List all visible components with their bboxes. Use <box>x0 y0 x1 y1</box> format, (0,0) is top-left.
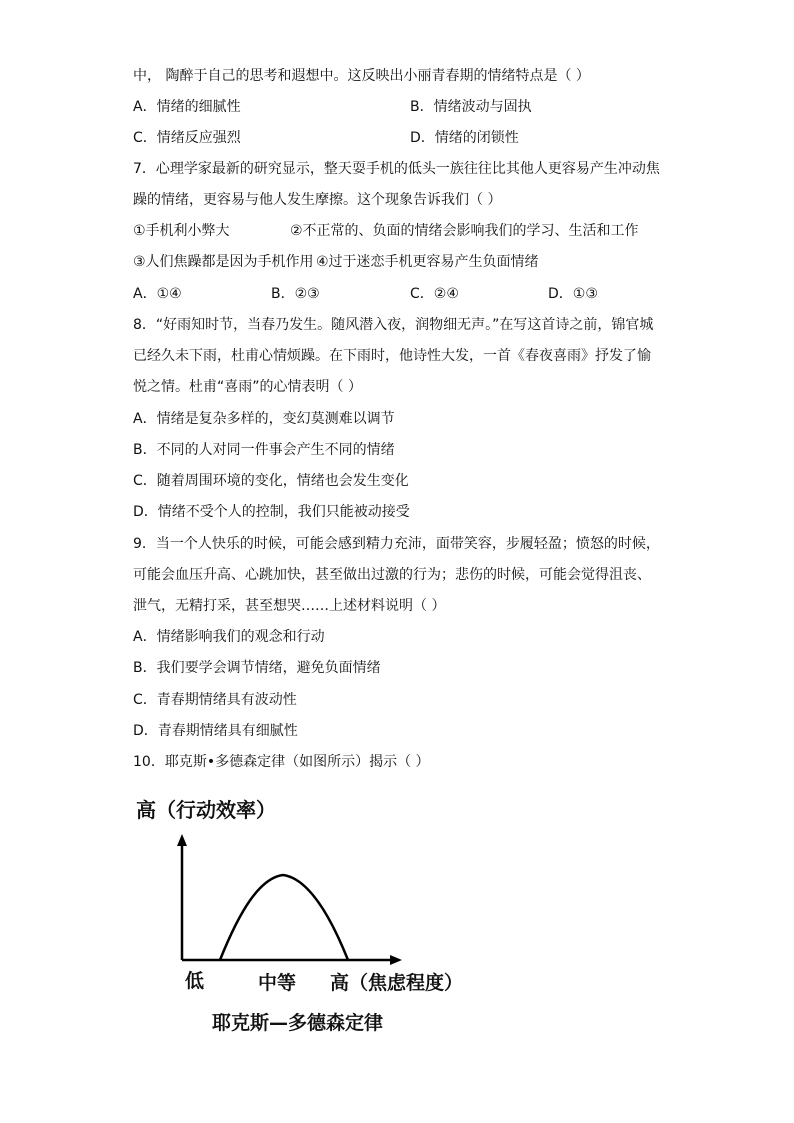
q8-option-a: A．情绪是复杂多样的，变幻莫测难以调节 <box>133 411 395 427</box>
q6-stem-end: 中， 陶醉于自己的思考和遐想中。这反映出小丽青春期的情绪特点是（ ） <box>133 68 590 84</box>
q7-option-b: B．②③ <box>271 286 320 302</box>
y-axis-label: 高（行动效率） <box>136 798 276 822</box>
q6-options-row1 <box>133 97 693 117</box>
x-label-high: 高（焦虑程度） <box>330 972 464 994</box>
figure-caption: 耶克斯—多德森定律 <box>212 1012 384 1034</box>
q10-stem: 10．耶克斯•多德森定律（如图所示）揭示（ ） <box>133 754 430 770</box>
q6-options-row2 <box>133 128 693 148</box>
q6-option-c: C．情绪反应强烈 <box>133 130 241 146</box>
y-axis-arrow <box>177 834 187 846</box>
q9-stem-line2: 可能会血压升高、心跳加快，甚至做出过激的行为；悲伤的时候，可能会觉得沮丧、 <box>133 567 651 583</box>
q8-option-c: C．随着周围环境的变化，情绪也会发生变化 <box>133 473 409 489</box>
q9-stem-line1: 9．当一个人快乐的时候，可能会感到精力充沛，面带笑容，步履轻盈；愤怒的时候， <box>133 536 660 552</box>
q9-option-a: A．情绪影响我们的观念和行动 <box>133 629 325 645</box>
q6-option-b: B．情绪波动与固执 <box>410 99 532 115</box>
q7-stem-line1: 7．心理学家最新的研究显示，整天耍手机的低头一族往往比其他人更容易产生冲动焦 <box>133 161 660 177</box>
q6-option-a: A．情绪的细腻性 <box>133 99 241 115</box>
x-label-low: 低 <box>185 970 205 992</box>
q7-statement-1: ①手机利小弊大 <box>133 223 230 239</box>
q8-stem-line2: 已经久未下雨，杜甫心情烦躁。在下雨时，他诗性大发，一首《春夜喜雨》抒发了愉 <box>133 348 651 364</box>
q9-stem-line3: 泄气，无精打采，甚至想哭……上述材料说明（ ） <box>133 598 446 614</box>
q7-statements-row2 <box>133 252 693 272</box>
inverted-u-curve <box>220 875 348 960</box>
q8-option-d: D．情绪不受个人的控制，我们只能被动接受 <box>133 504 410 520</box>
q7-statement-4: ④过于迷恋手机更容易产生负面情绪 <box>316 254 539 270</box>
q7-option-d: D．①③ <box>548 286 598 302</box>
q9-option-c: C．青春期情绪具有波动性 <box>133 692 297 708</box>
q7-option-c: C．②④ <box>410 286 459 302</box>
q8-option-b: B．不同的人对同一件事会产生不同的情绪 <box>133 442 395 458</box>
q7-statement-3: ③人们焦躁都是因为手机作用 <box>133 254 314 270</box>
q6-option-d: D．情绪的闭锁性 <box>410 130 519 146</box>
curve-diagram <box>130 790 490 1040</box>
q7-stem-line2: 躁的情绪，更容易与他人发生摩擦。这个现象告诉我们（ ） <box>133 192 502 208</box>
q9-option-d: D．青春期情绪具有细腻性 <box>133 723 298 739</box>
q8-stem-line3: 悦之情。杜甫“喜雨”的心情表明（ ） <box>133 379 362 395</box>
x-label-mid: 中等 <box>258 972 297 994</box>
q7-option-a: A．①④ <box>133 286 182 302</box>
q7-statements-row1 <box>133 221 693 241</box>
q9-option-b: B．我们要学会调节情绪，避免负面情绪 <box>133 660 381 676</box>
yerkes-dodson-figure <box>130 790 490 1040</box>
q8-stem-line1: 8．“好雨知时节，当春乃发生。随风潜入夜，润物细无声。”在写这首诗之前，锦官城 <box>133 317 654 333</box>
x-axis-arrow <box>390 955 402 965</box>
q7-statement-2: ②不正常的、负面的情绪会影响我们的学习、生活和工作 <box>290 223 639 239</box>
